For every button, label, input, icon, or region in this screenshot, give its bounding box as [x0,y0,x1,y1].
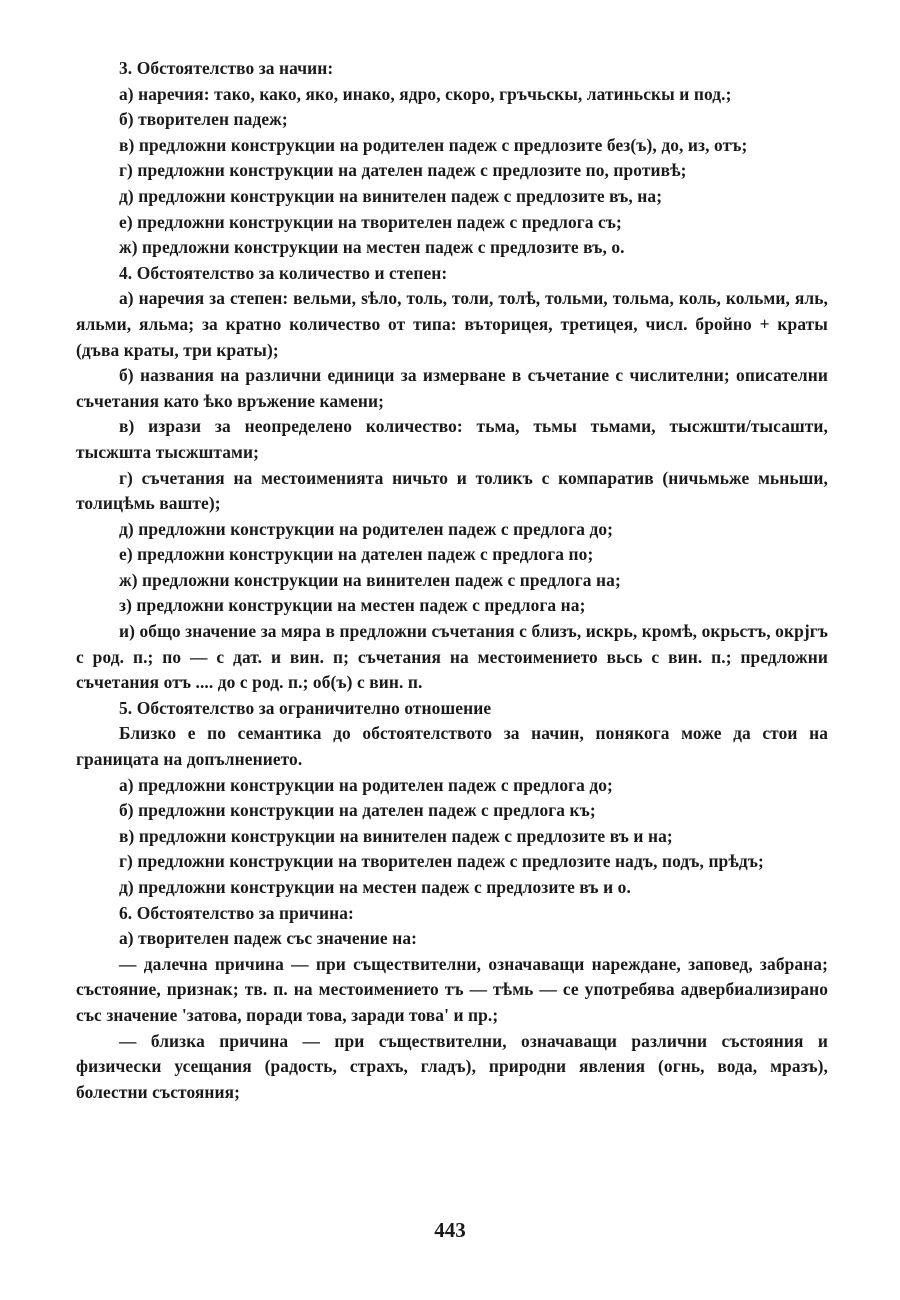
list-item-limitation-b: б) предложни конструкции на дателен падеж с предлога къ; [119,800,596,821]
list-item-manner-f: е) предложни конструкции на творителен падеж с предлога съ; [119,211,622,232]
list-item-quantity-f: е) предложни конструкции на дателен падеж с предлога по; [119,544,594,565]
list-item-quantity-i: и) общо значение за мяра в предложни съчетания с близъ, искрь, кромѣ, окрьстъ, окрjгъ с род. п.; по — с дат. и вин. п; съчетания на местоимението вьсь с вин. п.; предложни съчетания отъ .... до с род. п.; об(ъ) с вин. п. [76,621,828,693]
list-item-manner-a: а) наречия: тако, како, яко, инако, ядро, скоро, гръчьскы, латиньскы и под.; [119,83,732,104]
list-item-manner-d: г) предложни конструкции на дателен падеж с предлозите по, противѣ; [119,160,687,181]
list-item-manner-c: в) предложни конструкции на родителен падеж с предлозите без(ъ), до, из, отъ; [119,134,748,155]
page-number: 443 [434,1218,466,1242]
list-item-manner-b: б) творителен падеж; [119,109,288,130]
list-item-limitation-a: а) предложни конструкции на родителен падеж с предлога до; [119,774,613,795]
cause-distant-reason: — далечна причина — при съществителни, означаващи нареждане, заповед, забрана; състояние, признак; тв. п. на местоимението тъ — тѣмь — се употребява адвербиализирано със значение 'затова, поради това, заради това' и пр.; [76,953,828,1025]
list-item-quantity-h: з) предложни конструкции на местен падеж с предлога на; [119,595,586,616]
list-item-quantity-a: а) наречия за степен: вельми, ѕѣло, толь, толи, толѣ, тольми, тольма, коль, кольми, яль, яльми, яльма; за кратно количество от типа: въторицея, третицея, числ. бройно + краты (дъва краты, три краты); [76,288,828,360]
limitation-description: Близко е по семантика до обстоятелството за начин, понякога може да стои на границата на допълнението. [76,723,828,770]
list-item-quantity-e: д) предложни конструкции на родителен падеж с предлога до; [119,518,614,539]
list-item-limitation-c: в) предложни конструкции на винителен падеж с предлозите въ и на; [119,825,673,846]
section-heading-limitation: 5. Обстоятелство за ограничително отношение [119,697,492,718]
section-heading-cause: 6. Обстоятелство за причина: [119,902,354,923]
list-item-quantity-d: г) съчетания на местоименията ничьто и толикъ с компаратив (ничьмьже мьньши, толицѣмь ваште); [76,467,828,514]
list-item-manner-g: ж) предложни конструкции на местен падеж с предлозите въ, о. [119,237,625,258]
list-item-cause-a: а) творителен падеж със значение на: [119,928,418,949]
cause-close-reason: — близка причина — при съществителни, означаващи различни състояния и физически усещания (радость, страхъ, гладъ), природни явления (огнь, вода, мразъ), болестни състояния; [76,1030,828,1102]
list-item-manner-e: д) предложни конструкции на винителен падеж с предлозите въ, на; [119,185,663,206]
list-item-quantity-b: б) названия на различни единици за измерване в съчетание с числителни; описателни съчетания като ѣко връжение камени; [76,365,828,411]
list-item-quantity-g: ж) предложни конструкции на винителен падеж с предлога на; [119,569,621,590]
list-item-quantity-c: в) изрази за неопределено количество: тьма, тьмы тьмами, тысжшти/тысашти, тысжшта тысжштами; [76,416,828,462]
body-text [76,56,828,1105]
section-heading-quantity: 4. Обстоятелство за количество и степен: [119,262,448,283]
list-item-limitation-e: д) предложни конструкции на местен падеж с предлозите въ и о. [119,877,631,897]
section-heading-manner: 3. Обстоятелство за начин: [119,58,334,78]
list-item-limitation-d: г) предложни конструкции на творителен падеж с предлозите надъ, подъ, прѣдъ; [119,851,764,872]
